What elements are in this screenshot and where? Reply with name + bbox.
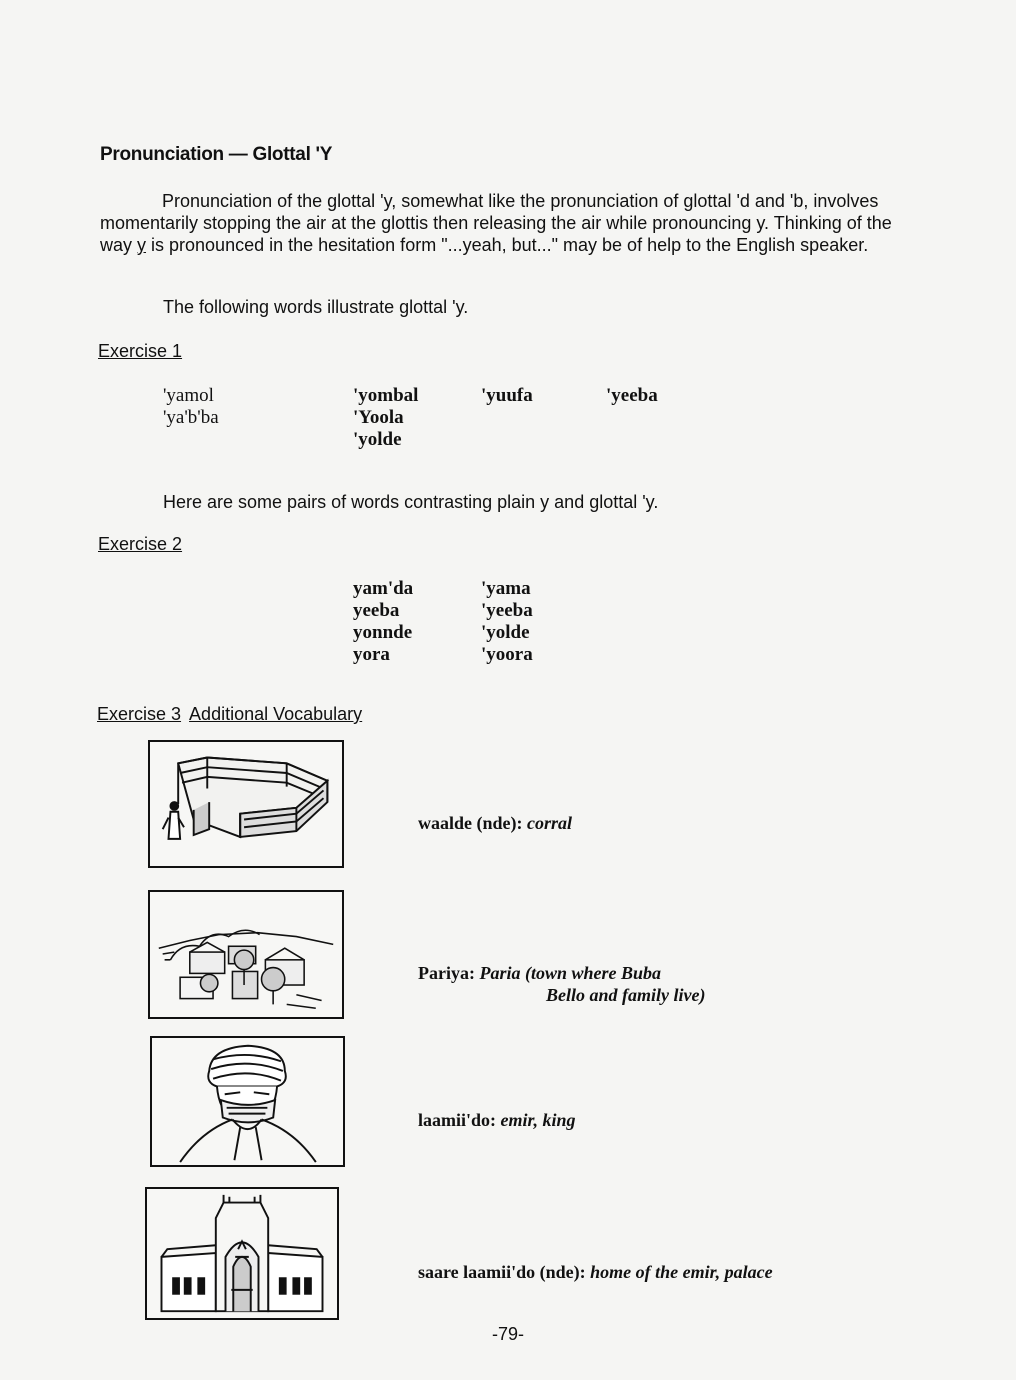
exercise2-label: Exercise 2 — [98, 534, 183, 554]
exercise1-col1 — [163, 385, 219, 429]
exercise3-heading — [97, 704, 362, 725]
palace-drawing — [145, 1187, 339, 1320]
vocab-gloss-continued: Bello and family live) — [546, 985, 706, 1005]
vocab-item-emir — [418, 1110, 576, 1131]
vocab-gloss: corral — [527, 813, 572, 833]
page-number: -79- — [491, 1324, 524, 1344]
vocab-item-corral — [418, 813, 572, 834]
word: 'ya'b'ba — [163, 407, 219, 428]
word: 'yolde — [353, 429, 402, 450]
exercise1-intro: The following words illustrate glottal 'y. — [163, 297, 469, 317]
word: 'yamol — [163, 385, 214, 406]
exercise1-label: Exercise 1 — [98, 341, 183, 361]
corral-drawing — [148, 740, 344, 868]
vocab-line-1 — [418, 962, 705, 984]
exercise2-plain-column — [353, 578, 413, 666]
paragraph-text-1: Pronunciation of the glottal 'y, somewhat like the pronunciation of glottal 'd and 'b, involves momentarily stopping the air at the glottis then releasing the air while pronouncing y. Thinking of the way — [100, 191, 892, 255]
word: 'yoora — [481, 644, 533, 665]
exercise1-col3 — [481, 385, 533, 407]
vocab-term: saare laamii'do (nde): — [418, 1262, 586, 1282]
word: 'yuufa — [481, 385, 533, 406]
vocab-item-pariya — [418, 962, 705, 1006]
exercise2-glottal-column — [481, 578, 533, 666]
vocab-gloss: emir, king — [500, 1110, 576, 1130]
vocab-term: Pariya: — [418, 963, 475, 983]
word: 'Yoola — [353, 407, 404, 428]
word: yam'da — [353, 578, 414, 599]
word: 'yeeba — [606, 385, 658, 406]
word: yonnde — [353, 622, 413, 643]
vocab-term: laamii'do: — [418, 1110, 497, 1130]
page-title: Pronunciation — Glottal 'Y — [100, 144, 333, 165]
word: 'yolde — [481, 622, 530, 643]
word: 'yama — [481, 578, 531, 599]
emir-drawing — [150, 1036, 345, 1167]
vocab-gloss: home of the emir, palace — [590, 1262, 773, 1282]
word: yeeba — [353, 600, 400, 621]
vocab-gloss: Paria (town where Buba — [479, 963, 662, 983]
exercise3-sublabel: Additional Vocabulary — [189, 704, 363, 724]
intro-paragraph — [100, 190, 920, 256]
paragraph-text-2: is pronounced in the hesitation form "...yeah, but..." may be of help to the English speaker. — [146, 235, 869, 255]
exercise2-intro: Here are some pairs of words contrasting plain y and glottal 'y. — [163, 492, 659, 512]
vocab-item-palace — [418, 1262, 773, 1283]
exercise3-label: Exercise 3 — [97, 704, 182, 724]
word: 'yeeba — [481, 600, 533, 621]
exercise1-col2 — [353, 385, 418, 451]
word: yora — [353, 644, 390, 665]
exercise1-col4 — [606, 385, 658, 407]
vocab-term: waalde (nde): — [418, 813, 523, 833]
word: 'yombal — [353, 385, 419, 406]
paragraph-underlined: y — [137, 235, 147, 255]
town-drawing — [148, 890, 344, 1019]
